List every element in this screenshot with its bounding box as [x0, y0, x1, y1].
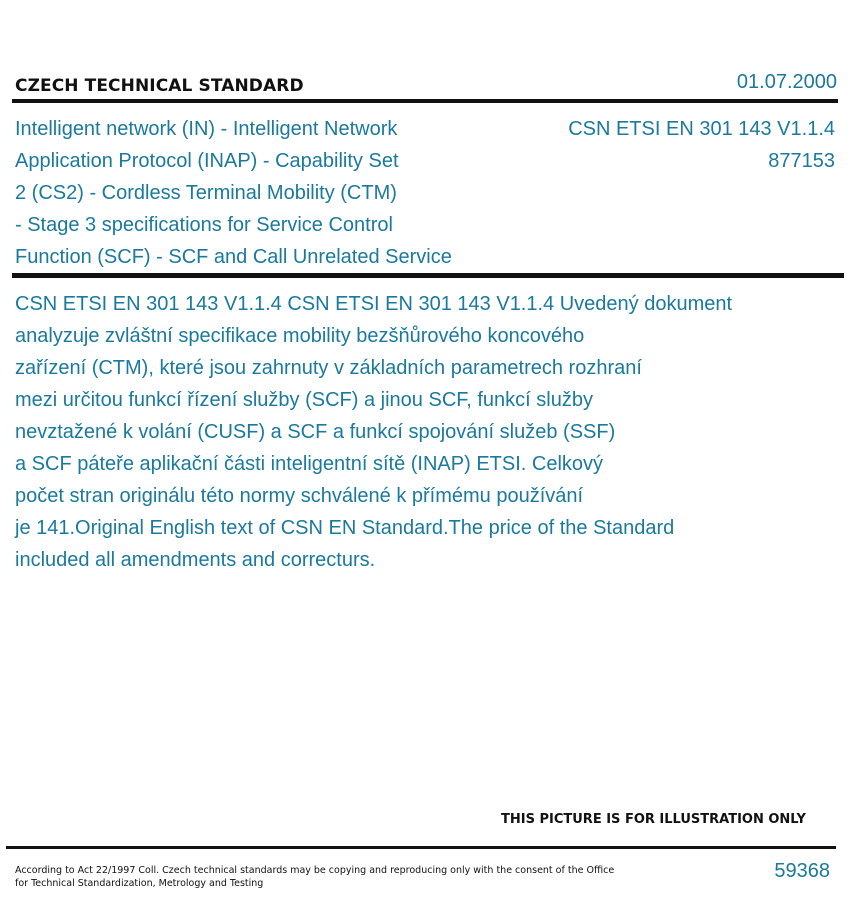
standard-code-block: [568, 113, 835, 177]
publication-date: 01.07.2000: [736, 71, 837, 93]
standard-code: CSN ETSI EN 301 143 V1.1.4: [568, 118, 835, 140]
header-divider: [12, 99, 838, 103]
standard-title: Intelligent network (IN) - Intelligent Network Application Protocol (INAP) - Capability Set 2 (CS2) - Cordless Terminal Mobility (CTM) - Stage 3 specifications for Service Control Function (SCF) - SCF and Call Unrelated Service: [15, 118, 452, 268]
document-heading: CZECH TECHNICAL STANDARD: [15, 76, 304, 96]
legal-notice: According to Act 22/1997 Coll. Czech technical standards may be copying and reproducing only with the consent of the Office for Technical Standardization, Metrology and Testing: [15, 865, 615, 889]
footer-divider: [6, 846, 836, 849]
catalog-number: 59368: [774, 860, 830, 882]
title-divider: [12, 273, 844, 278]
illustration-note: THIS PICTURE IS FOR ILLUSTRATION ONLY: [501, 812, 806, 827]
class-number: 877153: [768, 150, 835, 172]
standard-description: CSN ETSI EN 301 143 V1.1.4 CSN ETSI EN 301 143 V1.1.4 Uvedený dokument analyzuje zvláštní specifikace mobility bezšňůrového koncového zařízení (CTM), které jsou zahrnuty v základních parametrech rozhraní mezi určitou funkcí řízení služby (SCF) a jinou SCF, funkcí služby nevztažené k volání (CUSF) a SCF a funkcí spojování služeb (SSF) a SCF páteře aplikační části inteligentní sítě (INAP) ETSI. Celkový počet stran originálu této normy schválené k přímému používání je 141.Original English text of CSN EN Standard.The price of the Standard included all amendments and correcturs.: [15, 293, 733, 571]
